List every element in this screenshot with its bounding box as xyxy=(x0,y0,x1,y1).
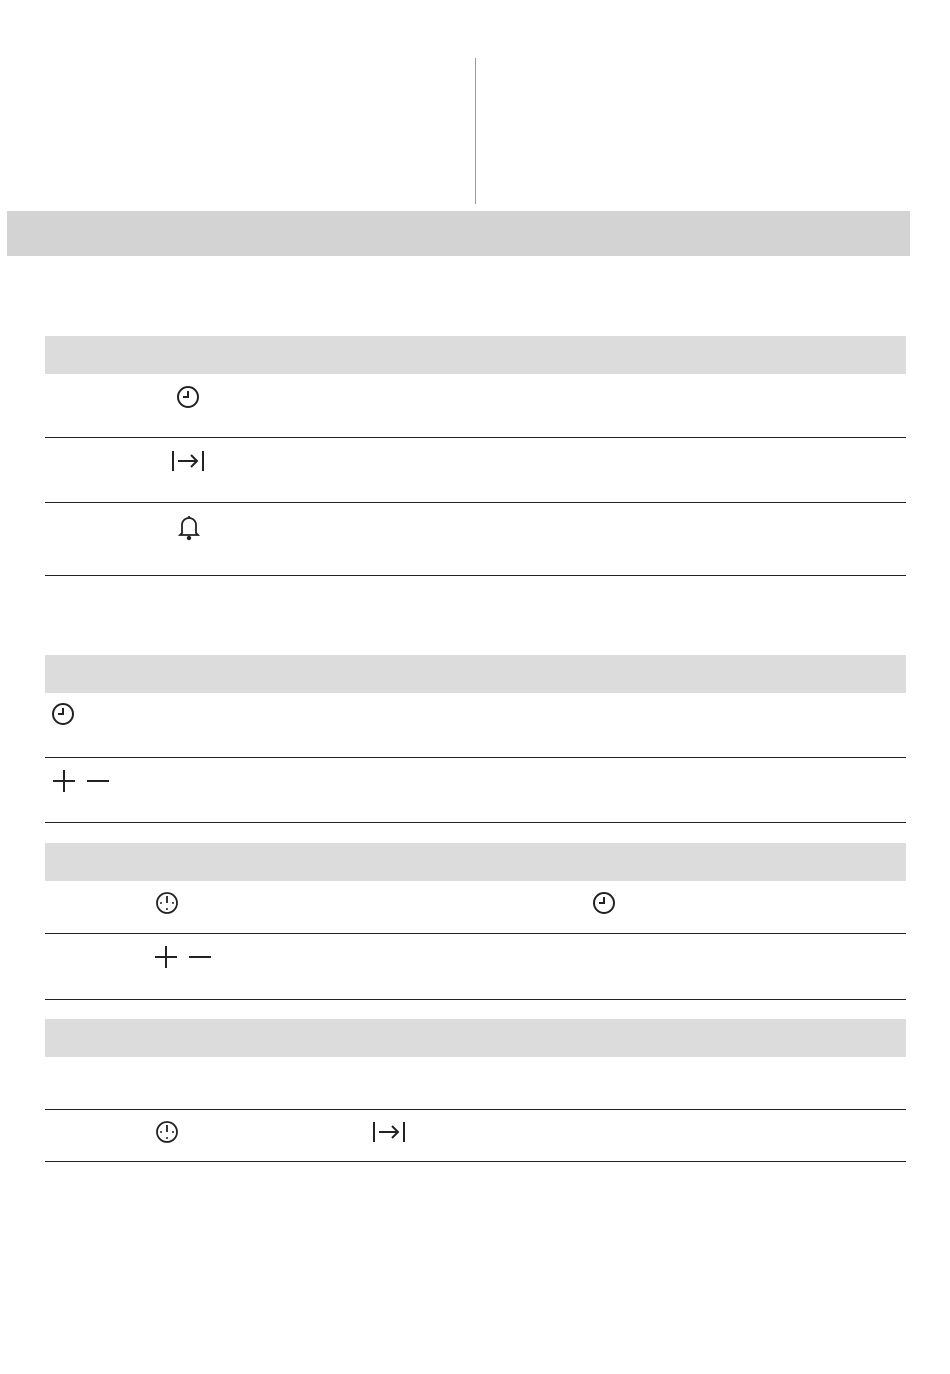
table-row xyxy=(45,758,906,823)
table-header xyxy=(45,336,906,374)
minus-icon xyxy=(187,944,213,970)
minus-icon xyxy=(85,768,111,794)
clock-functions-table xyxy=(45,336,906,576)
duration-arrow-icon xyxy=(372,1119,406,1145)
section-heading-bar xyxy=(7,211,910,256)
table-row xyxy=(45,881,906,934)
table-row xyxy=(45,503,906,576)
table-row xyxy=(45,693,906,758)
clock-icon xyxy=(591,890,617,916)
clock-icon xyxy=(50,701,76,727)
table-header xyxy=(45,1019,906,1057)
time-of-day-table xyxy=(45,655,906,823)
table-row xyxy=(45,1110,906,1162)
clock-icon xyxy=(175,384,201,410)
table-row xyxy=(45,374,906,438)
duration-arrow-icon xyxy=(171,448,205,474)
table-header xyxy=(45,655,906,693)
bell-icon xyxy=(177,513,201,541)
table-row xyxy=(45,438,906,503)
timer-dial-icon xyxy=(154,890,180,916)
column-divider xyxy=(475,58,476,204)
timer-dial-icon xyxy=(154,1119,180,1145)
table-row xyxy=(45,1057,906,1110)
change-time-table xyxy=(45,843,906,1000)
plus-icon xyxy=(51,768,77,794)
cancel-duration-table xyxy=(45,1019,906,1162)
table-row xyxy=(45,934,906,1000)
plus-icon xyxy=(153,944,179,970)
table-header xyxy=(45,843,906,881)
